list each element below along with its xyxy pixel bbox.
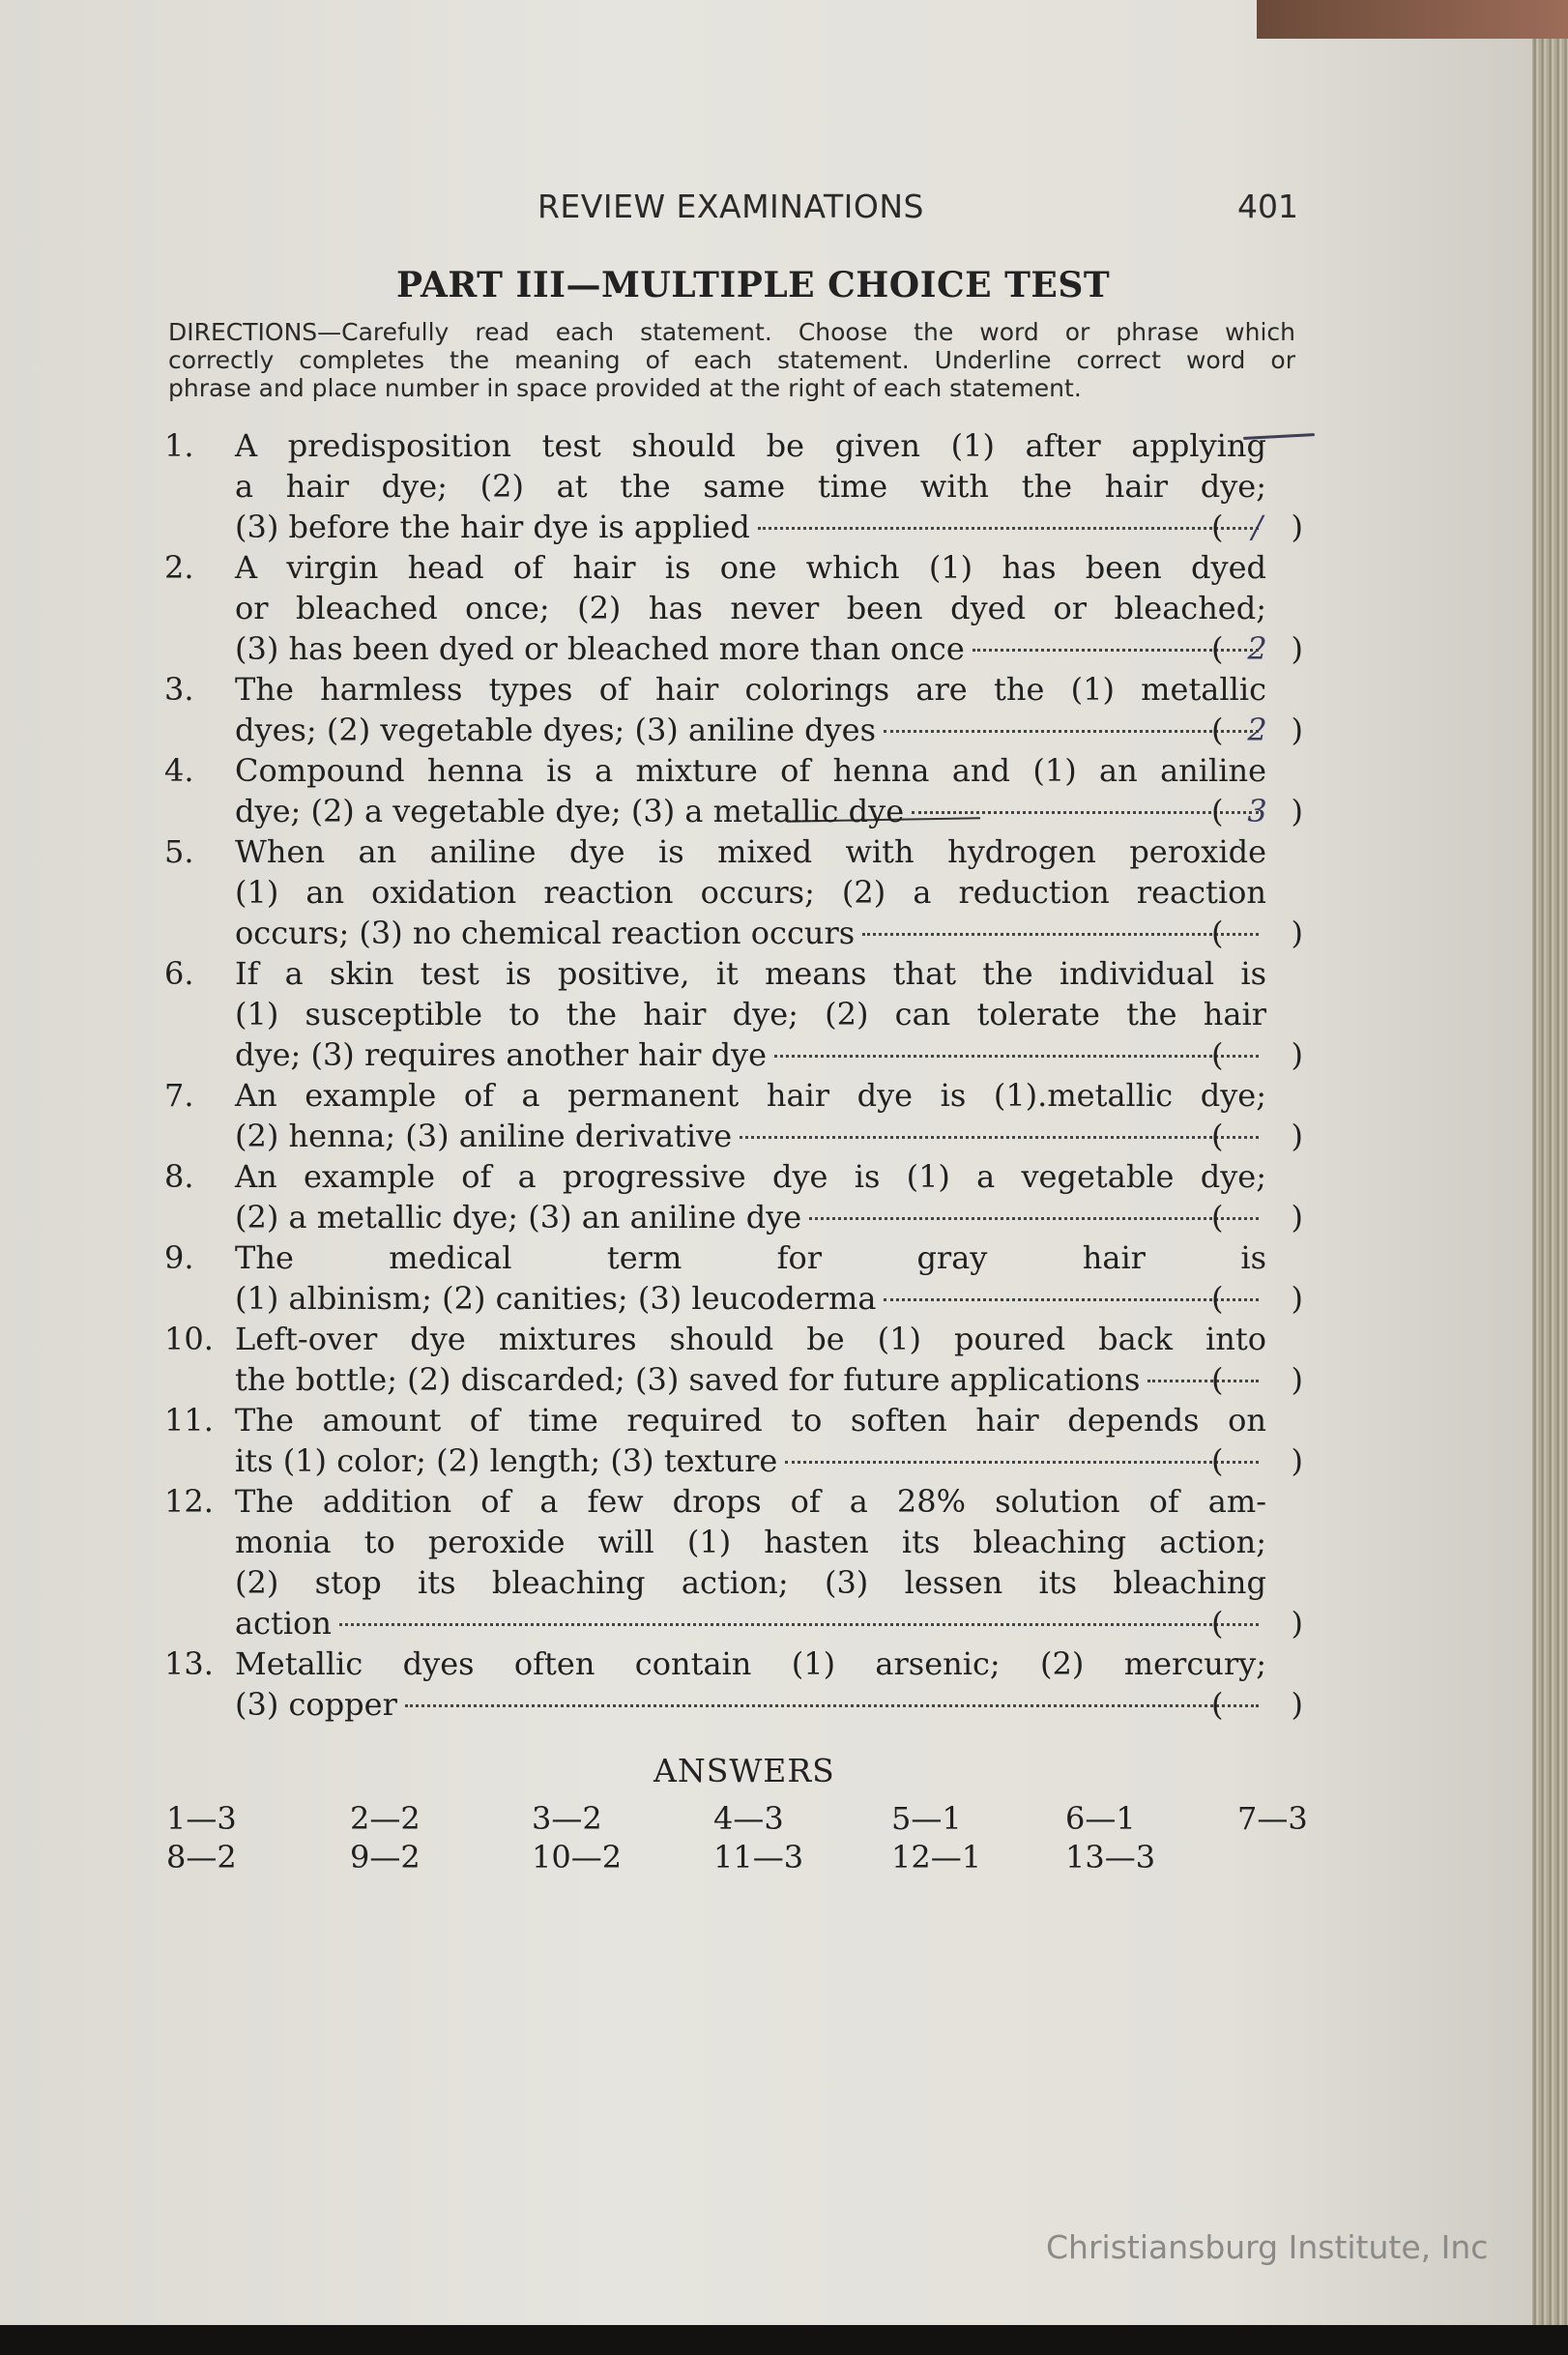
question-line — [164, 425, 1266, 466]
directions-line: correctly completes the meaning of each statement. Underline correct word or — [168, 346, 1295, 374]
question-line — [164, 1156, 1266, 1197]
answer-key-entry: 8—2 — [166, 1839, 237, 1875]
leader-dots — [774, 1055, 1259, 1058]
answer-row — [166, 1839, 1326, 1877]
question-text: An example of a permanent hair dye is (1).metallic dye; — [235, 1077, 1266, 1114]
answer-key-entry: 12—1 — [891, 1839, 982, 1875]
question-item — [164, 425, 1324, 547]
answer-blank[interactable]: ( ) — [1211, 1361, 1303, 1398]
question-text: Left-over dye mixtures should be (1) poured back into — [235, 1321, 1266, 1357]
answer-blank[interactable]: ( ) — [1211, 1036, 1303, 1073]
question-list — [164, 425, 1324, 1725]
leader-dots — [405, 1704, 1259, 1707]
answer-blank[interactable]: ( 2 ) — [1211, 630, 1303, 667]
leader-dots — [785, 1461, 1259, 1464]
question-last-line — [164, 507, 1303, 547]
answer-blank[interactable]: ( ) — [1211, 1118, 1303, 1154]
question-number: 12. — [164, 1483, 214, 1520]
question-text: (1) susceptible to the hair dye; (2) can tolerate the hair — [235, 996, 1266, 1032]
answer-key-entry: 2—2 — [350, 1800, 421, 1837]
question-line — [164, 1400, 1266, 1440]
question-text: The addition of a few drops of a 28% solution of am- — [235, 1483, 1266, 1520]
question-item — [164, 953, 1324, 1075]
question-number: 10. — [164, 1321, 214, 1357]
answer-key-entry: 4—3 — [713, 1800, 784, 1837]
question-line — [164, 831, 1266, 872]
question-line — [164, 547, 1266, 588]
answers-title: ANSWERS — [653, 1752, 835, 1789]
question-last-line — [164, 1440, 1303, 1481]
answer-blank[interactable]: ( / ) — [1211, 509, 1303, 545]
question-text: A virgin head of hair is one which (1) has been dyed — [235, 549, 1266, 586]
question-number: 2. — [164, 549, 194, 586]
question-text: (1) an oxidation reaction occurs; (2) a reduction reaction — [235, 874, 1266, 911]
question-line — [164, 588, 1266, 628]
answer-blank[interactable]: ( 2 ) — [1211, 712, 1303, 748]
handwritten-answer: 2 — [1247, 630, 1267, 667]
question-text: the bottle; (2) discarded; (3) saved for future applications — [235, 1361, 1141, 1398]
question-last-line — [164, 1278, 1303, 1319]
question-text: Metallic dyes often contain (1) arsenic; (2) mercury; — [235, 1645, 1266, 1682]
answer-blank[interactable]: ( ) — [1211, 1442, 1303, 1479]
question-text: occurs; (3) no chemical reaction occurs — [235, 915, 856, 951]
question-line — [164, 1075, 1266, 1116]
question-line — [164, 1237, 1266, 1278]
question-item — [164, 1643, 1324, 1725]
question-text: a hair dye; (2) at the same time with the hair dye; — [235, 468, 1266, 505]
leader-dots — [884, 730, 1259, 733]
question-last-line — [164, 913, 1303, 953]
question-item — [164, 1481, 1324, 1643]
question-line — [164, 1522, 1266, 1562]
question-line — [164, 466, 1266, 507]
question-last-line — [164, 1116, 1303, 1156]
question-number: 13. — [164, 1645, 214, 1682]
answer-key-entry: 5—1 — [891, 1800, 962, 1837]
question-item — [164, 669, 1324, 750]
question-line — [164, 994, 1266, 1034]
question-number: 6. — [164, 955, 194, 992]
answer-blank[interactable]: ( 3 ) — [1211, 793, 1303, 829]
question-line — [164, 1319, 1266, 1359]
question-text: Compound henna is a mixture of henna and (1) an aniline — [235, 752, 1266, 789]
question-text: An example of a progressive dye is (1) a vegetable dye; — [235, 1158, 1266, 1195]
question-item — [164, 1400, 1324, 1481]
question-last-line — [164, 628, 1303, 669]
leader-dots — [884, 1298, 1259, 1301]
answer-blank[interactable]: ( ) — [1211, 1199, 1303, 1236]
question-number: 9. — [164, 1239, 194, 1276]
leader-dots — [912, 811, 1259, 814]
question-number: 3. — [164, 671, 194, 708]
question-line — [164, 750, 1266, 791]
question-last-line — [164, 710, 1303, 750]
question-text: action — [235, 1605, 332, 1642]
page-title: PART III—MULTIPLE CHOICE TEST — [396, 265, 1111, 305]
book-cover-edge — [1257, 0, 1568, 39]
question-text: A predisposition test should be given (1) after applying — [235, 427, 1266, 464]
page-number: 401 — [1237, 188, 1298, 225]
handwritten-answer: 3 — [1247, 793, 1267, 829]
handwritten-answer: 2 — [1247, 712, 1267, 748]
question-item — [164, 1075, 1324, 1156]
question-line — [164, 872, 1266, 913]
question-line — [164, 669, 1266, 710]
question-number: 1. — [164, 427, 194, 464]
question-line — [164, 1643, 1266, 1684]
directions — [168, 318, 1295, 402]
answer-key-entry: 9—2 — [350, 1839, 421, 1875]
question-last-line — [164, 791, 1303, 831]
leader-dots — [740, 1136, 1259, 1139]
question-item — [164, 1237, 1324, 1319]
question-text: its (1) color; (2) length; (3) texture — [235, 1442, 778, 1479]
question-text: dye; (3) requires another hair dye — [235, 1036, 768, 1073]
question-last-line — [164, 1197, 1303, 1237]
question-text: dye; (2) a vegetable dye; (3) a metallic dye — [235, 793, 905, 829]
page-stack-edge — [1532, 39, 1568, 2325]
question-last-line — [164, 1603, 1303, 1643]
question-last-line — [164, 1034, 1303, 1075]
question-number: 4. — [164, 752, 194, 789]
answer-blank[interactable]: ( ) — [1211, 915, 1303, 951]
handwritten-answer: / — [1252, 509, 1263, 545]
question-text: (2) henna; (3) aniline derivative — [235, 1118, 733, 1154]
question-item — [164, 1156, 1324, 1237]
question-line — [164, 1481, 1266, 1522]
question-text: The medical term for gray hair is — [235, 1239, 1266, 1276]
question-line — [164, 953, 1266, 994]
question-item — [164, 831, 1324, 953]
question-text: When an aniline dye is mixed with hydrogen peroxide — [235, 833, 1266, 870]
question-text: (3) copper — [235, 1686, 397, 1723]
question-number: 11. — [164, 1402, 214, 1439]
answer-row — [166, 1800, 1326, 1839]
answer-blank[interactable]: ( ) — [1211, 1280, 1303, 1317]
question-text: (1) albinism; (2) canities; (3) leucoderma — [235, 1280, 877, 1317]
question-text: (3) has been dyed or bleached more than once — [235, 630, 965, 667]
question-item — [164, 1319, 1324, 1400]
leader-dots — [809, 1217, 1259, 1220]
question-line — [164, 1562, 1266, 1603]
question-text: monia to peroxide will (1) hasten its bleaching action; — [235, 1524, 1266, 1560]
answer-blank[interactable]: ( ) — [1211, 1605, 1303, 1642]
question-text: The harmless types of hair colorings are the (1) metallic — [235, 671, 1266, 708]
question-text: (2) stop its bleaching action; (3) lessen its bleaching — [235, 1564, 1266, 1601]
leader-dots — [758, 527, 1259, 530]
watermark: Christiansburg Institute, Inc — [1046, 2228, 1489, 2266]
question-text: (2) a metallic dye; (3) an aniline dye — [235, 1199, 802, 1236]
question-text: The amount of time required to soften hair depends on — [235, 1402, 1266, 1439]
answer-key-entry: 1—3 — [166, 1800, 237, 1837]
question-last-line — [164, 1359, 1303, 1400]
answer-key-entry: 6—1 — [1065, 1800, 1136, 1837]
question-text: If a skin test is positive, it means that the individual is — [235, 955, 1266, 992]
answer-key-entry: 11—3 — [713, 1839, 804, 1875]
question-text: or bleached once; (2) has never been dyed or bleached; — [235, 590, 1266, 626]
question-item — [164, 750, 1324, 831]
question-text: (3) before the hair dye is applied — [235, 509, 750, 545]
question-last-line — [164, 1684, 1303, 1725]
directions-line: phrase and place number in space provided at the right of each statement. — [168, 374, 1082, 402]
answer-key-entry: 7—3 — [1237, 1800, 1308, 1837]
question-number: 5. — [164, 833, 194, 870]
answer-key-entry: 13—3 — [1065, 1839, 1156, 1875]
running-head: REVIEW EXAMINATIONS — [537, 188, 924, 225]
leader-dots — [339, 1623, 1259, 1626]
answer-key-entry: 10—2 — [532, 1839, 623, 1875]
question-number: 7. — [164, 1077, 194, 1114]
question-number: 8. — [164, 1158, 194, 1195]
answer-key-entry: 3—2 — [532, 1800, 602, 1837]
answer-key — [166, 1800, 1326, 1877]
directions-line: DIRECTIONS—Carefully read each statement. Choose the word or phrase which — [168, 318, 1295, 346]
question-text: dyes; (2) vegetable dyes; (3) aniline dyes — [235, 712, 876, 748]
bottom-shadow — [0, 2325, 1568, 2355]
leader-dots — [862, 933, 1259, 936]
question-item — [164, 547, 1324, 669]
answer-blank[interactable]: ( ) — [1211, 1686, 1303, 1723]
